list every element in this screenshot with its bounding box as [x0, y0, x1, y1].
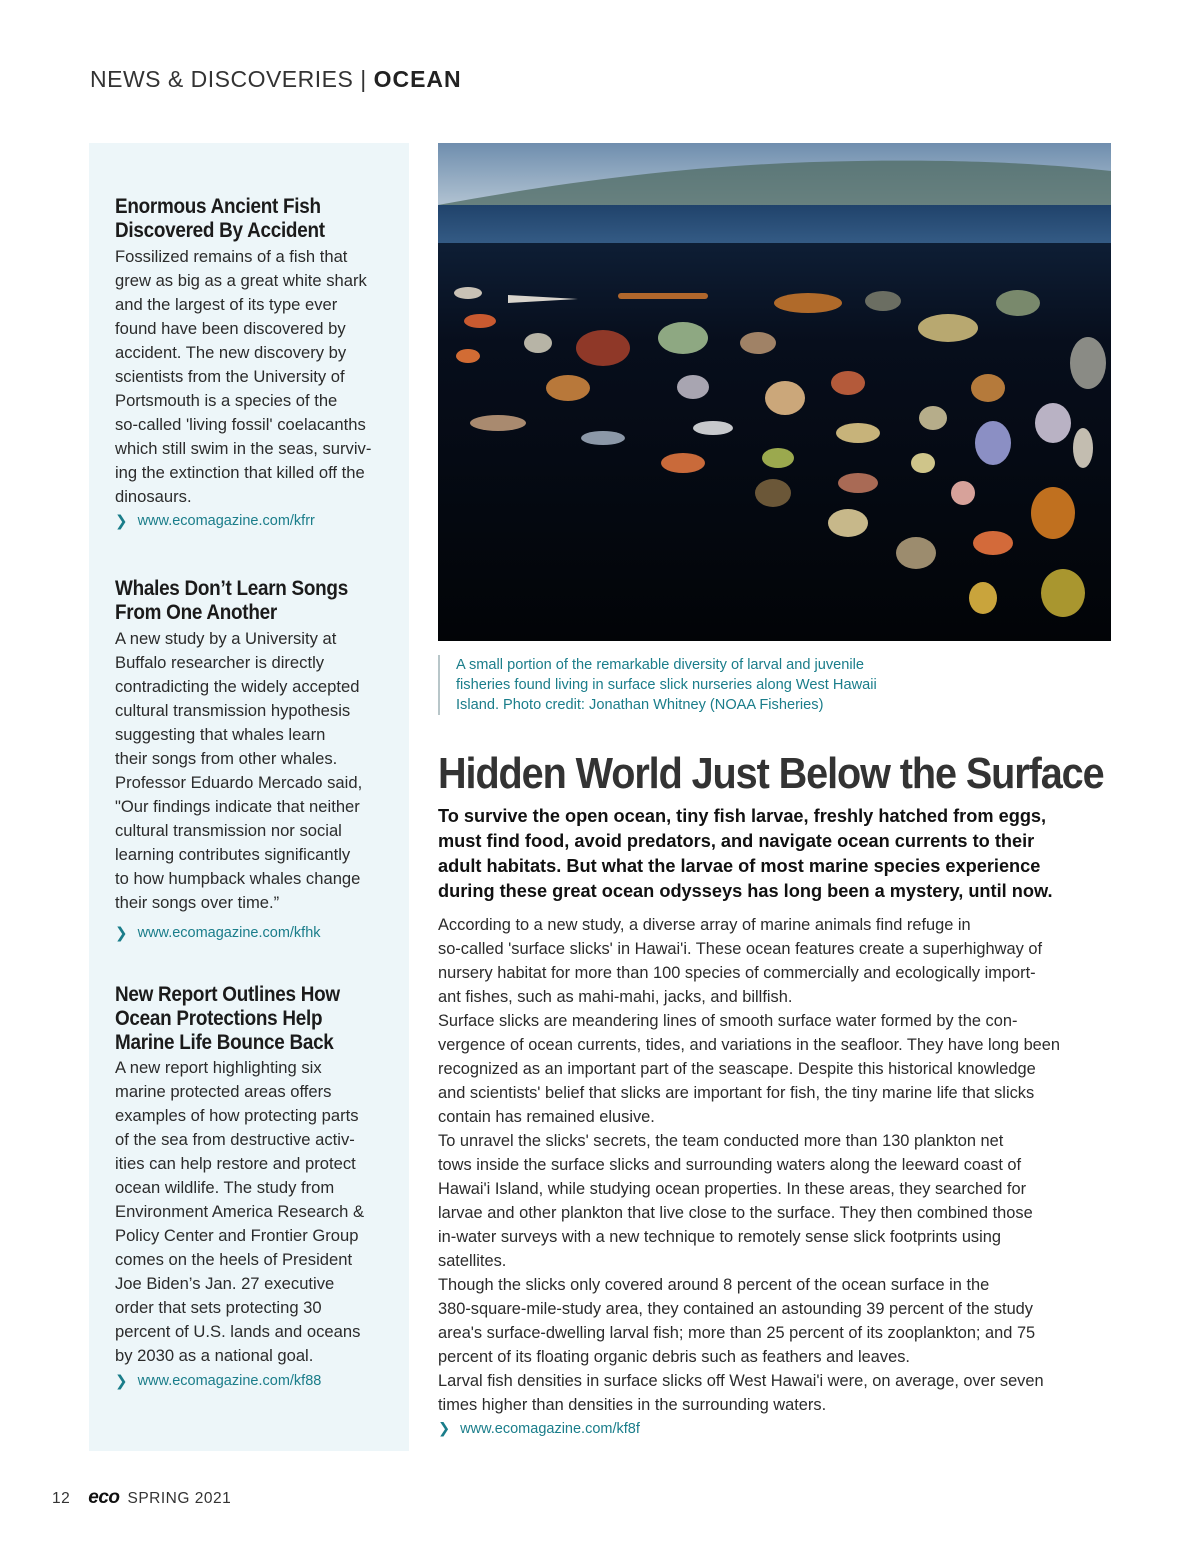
larval-fish-photo [438, 143, 1111, 641]
article-paragraph: According to a new study, a diverse array of marine animals find refuge in so-called 'surface slicks' in Hawai'i. These ocean features create a superhighway of nursery habitat for more than 100 species of commercially and ecologically import- ant fishes, such as mahi-mahi, jacks, and billfish. [438, 916, 1043, 1006]
section-subsection: OCEAN [373, 66, 462, 92]
news-sidebar [89, 143, 409, 1451]
section-header [90, 66, 462, 93]
page-footer [52, 1487, 231, 1509]
article-headline: Hidden World Just Below the Surface [438, 749, 1104, 798]
news-item-body: Fossilized remains of a fish that grew as big as a great white shark and the largest of its type ever found have been discovered by accident. The new discovery by scientists from the University of Portsmouth is a species of the so-called 'living fossil' coelacanths which still swim in the seas, surviv- ing the extinction that killed off the dinosaurs. [115, 247, 372, 506]
section-label: NEWS & DISCOVERIES | [90, 66, 374, 92]
news-item-link-text[interactable]: www.ecomagazine.com/kf88 [137, 1373, 322, 1389]
issue-label: SPRING 2021 [127, 1490, 232, 1507]
news-item-link-text[interactable]: www.ecomagazine.com/kfhk [137, 925, 321, 941]
eco-logo: eco [88, 1487, 120, 1508]
article-paragraph: Larval fish densities in surface slicks off West Hawai'i were, on average, over seven times higher than densities in the surrounding waters. [438, 1372, 1044, 1414]
news-item-body: A new study by a University at Buffalo researcher is directly contradicting the widely accepted cultural transmission hypothesis suggesting that whales learn their songs from other whales. Professor Eduardo Mercado said, "Our findings indicate that neither cultural transmission nor social learning contributes significantly to how humpback whales change their songs over time.” [115, 629, 363, 912]
article-dek: To survive the open ocean, tiny fish larvae, freshly hatched from eggs, must find food, avoid predators, and navigate ocean currents to their adult habitats. But what the larvae of most marine species experience during these great ocean odysseys has long been a mystery, until now. [438, 806, 1053, 901]
chevron-right-icon: ❯ [438, 1421, 451, 1437]
article-body [438, 913, 1118, 1417]
news-item-link[interactable] [115, 512, 315, 530]
chevron-right-icon: ❯ [115, 1373, 128, 1390]
article-link-text[interactable]: www.ecomagazine.com/kf8f [460, 1421, 640, 1437]
article-link[interactable] [438, 1421, 640, 1437]
page-number: 12 [52, 1490, 71, 1507]
article-paragraph: Surface slicks are meandering lines of smooth surface water formed by the con- vergence of ocean currents, tides, and variations in the seafloor. They have long been recognized as an important part of the seascape. Despite this historical knowledge and scientists' belief that slicks are important for fish, the tiny marine life that slicks contain has remained elusive. [438, 1012, 1061, 1126]
article-paragraph: Though the slicks only covered around 8 percent of the ocean surface in the 380-square-mile-study area, they contained an astounding 39 percent of the study area's surface-dwelling larval fish; more than 25 percent of its zooplankton; and 75 percent of its floating organic debris such as feathers and leaves. [438, 1276, 1036, 1366]
news-item-title: Whales Don’t Learn Songs From One Another [115, 577, 348, 624]
news-item-body: A new report highlighting six marine protected areas offers examples of how protecting parts of the sea from destructive activ- ities can help restore and protect ocean wildlife. The study from Environment America Research & Policy Center and Frontier Group comes on the heels of President Joe Biden’s Jan. 27 executive order that sets protecting 30 percent of U.S. lands and oceans by 2030 as a national goal. [115, 1058, 365, 1365]
chevron-right-icon: ❯ [115, 513, 128, 530]
article-paragraph: To unravel the slicks' secrets, the team conducted more than 130 plankton net tows inside the surface slicks and surrounding waters along the leeward coast of Hawai'i Island, while studying ocean properties. In these areas, they searched for larvae and other plankton that live close to the surface. They then combined those in-water surveys with a new technique to remotely sense slick footprints using satellites. [438, 1132, 1033, 1270]
photo-caption: A small portion of the remarkable diversity of larval and juvenile fisheries found living in surface slick nurseries along West Hawaii Island. Photo credit: Jonathan Whitney (NOAA Fisheries) [438, 655, 976, 715]
news-item-link-text[interactable]: www.ecomagazine.com/kfrr [137, 513, 315, 529]
news-item-link[interactable] [115, 1372, 321, 1390]
news-item-title: New Report Outlines How Ocean Protections Help Marine Life Bounce Back [115, 983, 340, 1054]
chevron-right-icon: ❯ [115, 925, 128, 942]
news-item-link[interactable] [115, 924, 321, 942]
news-item-title: Enormous Ancient Fish Discovered By Accident [115, 195, 325, 242]
